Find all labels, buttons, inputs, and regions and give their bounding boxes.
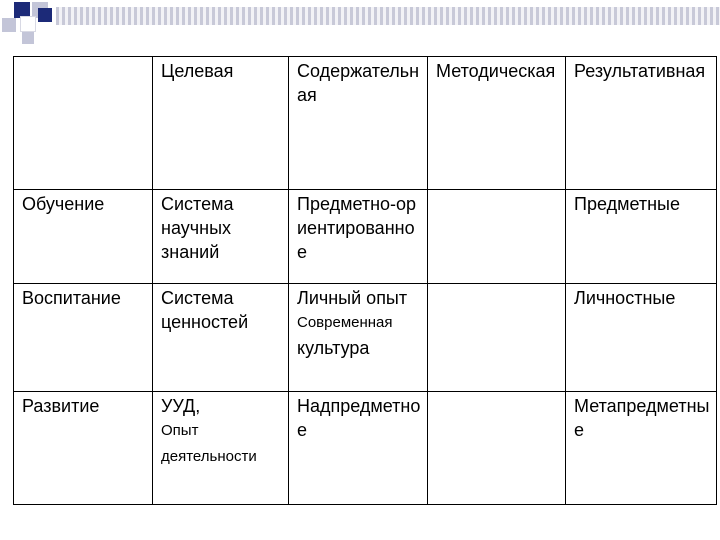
row-target-sub1: Опыт [161, 422, 199, 439]
deco-square-white [20, 16, 36, 32]
row-target: Система научных знаний [153, 190, 289, 284]
row-content-tail: культура [297, 338, 370, 358]
deco-square-dark-mid [38, 8, 52, 22]
row-content: Предметно-ориентированное [289, 190, 428, 284]
header-target: Целевая [153, 57, 289, 190]
functions-table [13, 56, 717, 505]
row-target-sub2: деятельности [161, 448, 257, 465]
row-result: Метапредметные [566, 392, 717, 505]
row-method [428, 392, 566, 505]
deco-square-light-mid [2, 18, 16, 32]
row-content-main: Личный опыт [297, 288, 408, 308]
row-result: Личностные [566, 284, 717, 392]
row-label: Воспитание [14, 284, 153, 392]
row-content [289, 284, 428, 392]
table-row [14, 392, 717, 505]
row-method [428, 284, 566, 392]
row-content: Надпредметное [289, 392, 428, 505]
row-method [428, 190, 566, 284]
table-row [14, 284, 717, 392]
deco-square-light-bottom [22, 32, 34, 44]
header-empty-cell [14, 57, 153, 190]
table-header-row [14, 57, 717, 190]
slide-decoration [0, 0, 720, 48]
row-content-sub: Современная [297, 314, 393, 331]
table-row [14, 190, 717, 284]
row-target: Система ценностей [153, 284, 289, 392]
header-content: Содержательная [289, 57, 428, 190]
row-target [153, 392, 289, 505]
row-label: Обучение [14, 190, 153, 284]
header-result: Результативная [566, 57, 717, 190]
deco-striped-band [56, 7, 720, 25]
row-target-main: УУД, [161, 396, 201, 416]
header-method: Методическая [428, 57, 566, 190]
row-result: Предметные [566, 190, 717, 284]
row-label: Развитие [14, 392, 153, 505]
